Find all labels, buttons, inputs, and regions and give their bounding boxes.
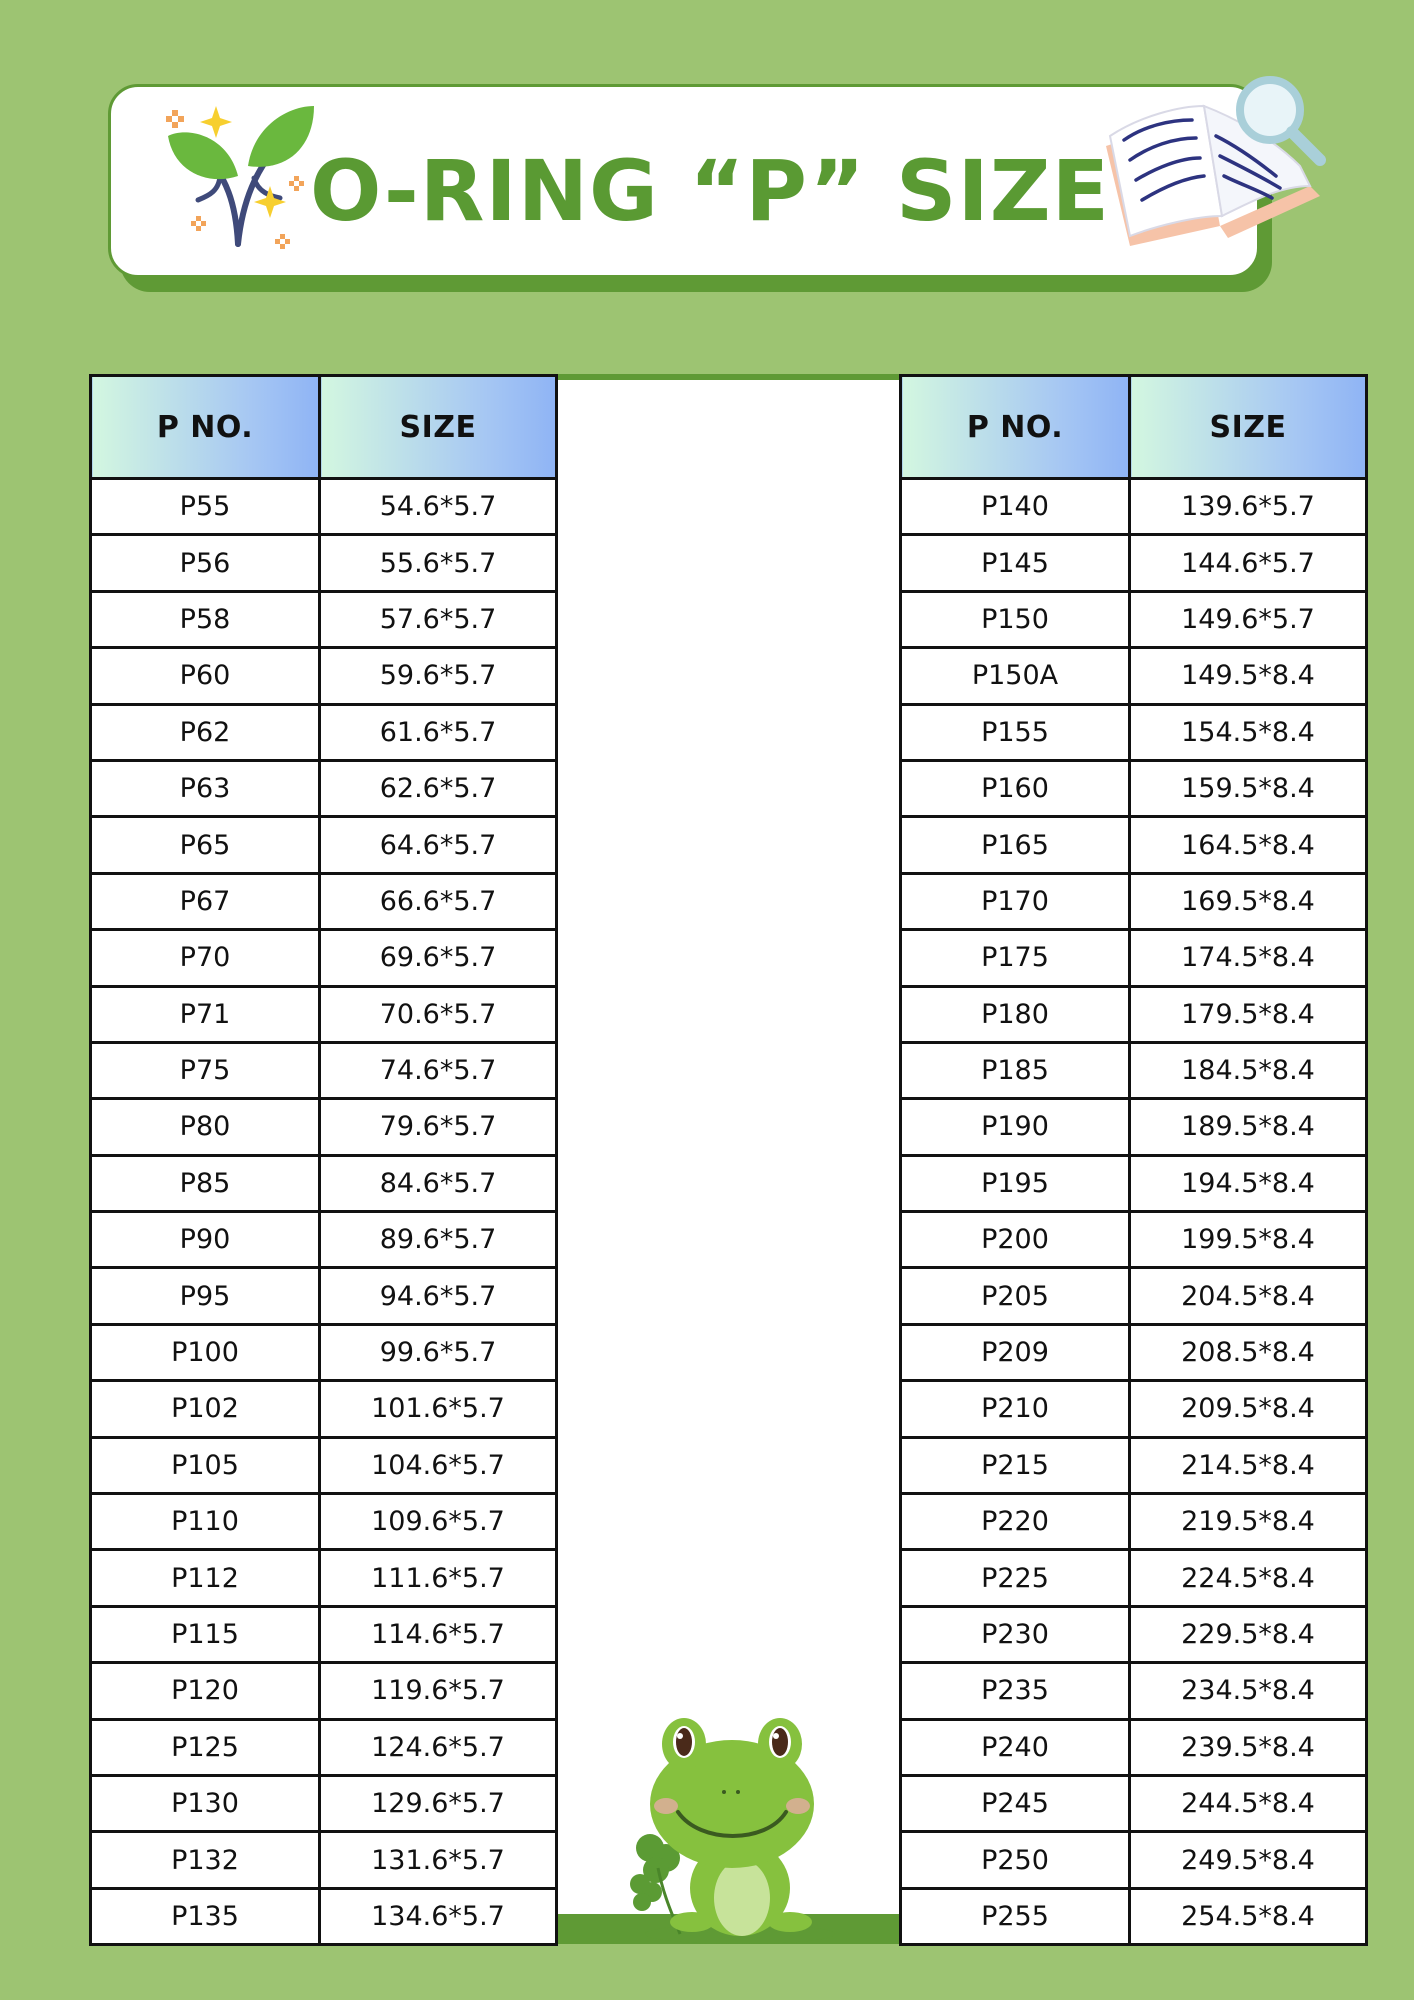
p-number-cell: P55 [91,479,320,535]
p-number-cell: P56 [91,535,320,591]
table-row [901,930,1367,986]
p-number-cell: P230 [901,1606,1130,1662]
column-header-size: SIZE [320,376,557,479]
p-number-cell: P125 [91,1719,320,1775]
table-row [901,704,1367,760]
size-cell: 229.5*8.4 [1130,1606,1367,1662]
table-row [91,479,557,535]
size-cell: 104.6*5.7 [320,1437,557,1493]
size-cell: 149.5*8.4 [1130,648,1367,704]
table-row [901,760,1367,816]
table-row [91,1606,557,1662]
p-number-cell: P112 [91,1550,320,1606]
p-number-cell: P170 [901,873,1130,929]
p-number-cell: P150A [901,648,1130,704]
table-row [91,1494,557,1550]
size-cell: 57.6*5.7 [320,591,557,647]
size-cell: 84.6*5.7 [320,1155,557,1211]
size-cell: 144.6*5.7 [1130,535,1367,591]
right-table-body [901,479,1367,1945]
size-cell: 159.5*8.4 [1130,760,1367,816]
table-row [91,1663,557,1719]
table-row [901,479,1367,535]
size-cell: 111.6*5.7 [320,1550,557,1606]
table-row [901,535,1367,591]
table-row [91,1042,557,1098]
p-number-cell: P80 [91,1099,320,1155]
table-row [901,1212,1367,1268]
p-number-cell: P175 [901,930,1130,986]
table-row [901,1775,1367,1831]
table-row [901,1663,1367,1719]
size-cell: 55.6*5.7 [320,535,557,591]
table-row [91,1550,557,1606]
table-row [91,1268,557,1324]
p-number-cell: P220 [901,1494,1130,1550]
table-row [901,1155,1367,1211]
size-cell: 74.6*5.7 [320,1042,557,1098]
p-number-cell: P60 [91,648,320,704]
table-row [91,986,557,1042]
p-number-cell: P100 [91,1324,320,1380]
p-number-cell: P62 [91,704,320,760]
p-number-cell: P71 [91,986,320,1042]
size-cell: 124.6*5.7 [320,1719,557,1775]
size-cell: 239.5*8.4 [1130,1719,1367,1775]
size-cell: 204.5*8.4 [1130,1268,1367,1324]
p-number-cell: P110 [91,1494,320,1550]
column-header-p-no: P NO. [91,376,320,479]
table-row [901,1606,1367,1662]
table-row [91,1212,557,1268]
table-row [901,1381,1367,1437]
table-row [901,1494,1367,1550]
size-cell: 79.6*5.7 [320,1099,557,1155]
table-header-row [91,376,557,479]
size-cell: 214.5*8.4 [1130,1437,1367,1493]
size-cell: 149.6*5.7 [1130,591,1367,647]
table-row [901,1888,1367,1944]
p-number-cell: P200 [901,1212,1130,1268]
p-number-cell: P209 [901,1324,1130,1380]
table-row [91,1099,557,1155]
table-row [901,1832,1367,1888]
left-table-body [91,479,557,1945]
p-number-cell: P205 [901,1268,1130,1324]
size-cell: 134.6*5.7 [320,1888,557,1944]
size-cell: 189.5*8.4 [1130,1099,1367,1155]
size-cell: 164.5*8.4 [1130,817,1367,873]
size-cell: 139.6*5.7 [1130,479,1367,535]
table-row [901,1268,1367,1324]
table-row [91,930,557,986]
p-number-cell: P145 [901,535,1130,591]
table-row [91,760,557,816]
size-cell: 101.6*5.7 [320,1381,557,1437]
right-size-table [899,374,1368,1946]
p-number-cell: P132 [91,1832,320,1888]
table-row [901,986,1367,1042]
p-number-cell: P250 [901,1832,1130,1888]
table-row [901,1550,1367,1606]
table-row [901,591,1367,647]
size-cell: 244.5*8.4 [1130,1775,1367,1831]
p-number-cell: P180 [901,986,1130,1042]
size-cell: 64.6*5.7 [320,817,557,873]
table-row [901,1042,1367,1098]
size-cell: 208.5*8.4 [1130,1324,1367,1380]
p-number-cell: P185 [901,1042,1130,1098]
p-number-cell: P67 [91,873,320,929]
p-number-cell: P140 [901,479,1130,535]
size-cell: 109.6*5.7 [320,1494,557,1550]
p-number-cell: P95 [91,1268,320,1324]
table-row [91,1775,557,1831]
p-number-cell: P165 [901,817,1130,873]
size-cell: 129.6*5.7 [320,1775,557,1831]
size-cell: 174.5*8.4 [1130,930,1367,986]
page-title: O-RING “P” SIZE [309,142,1111,240]
table-row [91,1832,557,1888]
p-number-cell: P190 [901,1099,1130,1155]
size-cell: 94.6*5.7 [320,1268,557,1324]
table-row [901,1437,1367,1493]
p-number-cell: P63 [91,760,320,816]
size-cell: 99.6*5.7 [320,1324,557,1380]
left-size-table [89,374,558,1946]
table-row [901,817,1367,873]
size-cell: 70.6*5.7 [320,986,557,1042]
table-header-row [901,376,1367,479]
table-row [91,873,557,929]
p-number-cell: P135 [91,1888,320,1944]
p-number-cell: P85 [91,1155,320,1211]
size-cell: 61.6*5.7 [320,704,557,760]
table-row [91,1888,557,1944]
p-number-cell: P195 [901,1155,1130,1211]
table-row [91,535,557,591]
size-cell: 249.5*8.4 [1130,1832,1367,1888]
p-number-cell: P90 [91,1212,320,1268]
table-row [91,1719,557,1775]
p-number-cell: P75 [91,1042,320,1098]
size-cell: 209.5*8.4 [1130,1381,1367,1437]
p-number-cell: P225 [901,1550,1130,1606]
size-cell: 154.5*8.4 [1130,704,1367,760]
p-number-cell: P235 [901,1663,1130,1719]
size-cell: 219.5*8.4 [1130,1494,1367,1550]
table-row [901,1324,1367,1380]
p-number-cell: P160 [901,760,1130,816]
p-number-cell: P58 [91,591,320,647]
size-cell: 69.6*5.7 [320,930,557,986]
size-cell: 254.5*8.4 [1130,1888,1367,1944]
column-header-p-no: P NO. [901,376,1130,479]
size-cell: 169.5*8.4 [1130,873,1367,929]
table-row [901,648,1367,704]
size-cell: 119.6*5.7 [320,1663,557,1719]
table-row [91,1324,557,1380]
p-number-cell: P120 [91,1663,320,1719]
table-row [901,1099,1367,1155]
size-cell: 194.5*8.4 [1130,1155,1367,1211]
p-number-cell: P65 [91,817,320,873]
p-number-cell: P130 [91,1775,320,1831]
table-row [91,648,557,704]
size-cell: 224.5*8.4 [1130,1550,1367,1606]
table-row [91,1381,557,1437]
p-number-cell: P102 [91,1381,320,1437]
open-book-magnifier-icon [1100,76,1330,246]
size-cell: 59.6*5.7 [320,648,557,704]
p-number-cell: P210 [901,1381,1130,1437]
size-cell: 199.5*8.4 [1130,1212,1367,1268]
p-number-cell: P215 [901,1437,1130,1493]
column-header-size: SIZE [1130,376,1367,479]
p-number-cell: P245 [901,1775,1130,1831]
p-number-cell: P115 [91,1606,320,1662]
table-row [91,1155,557,1211]
p-number-cell: P105 [91,1437,320,1493]
size-cell: 131.6*5.7 [320,1832,557,1888]
p-number-cell: P255 [901,1888,1130,1944]
size-cell: 184.5*8.4 [1130,1042,1367,1098]
table-row [91,1437,557,1493]
p-number-cell: P155 [901,704,1130,760]
table-row [91,817,557,873]
table-row [91,591,557,647]
size-cell: 66.6*5.7 [320,873,557,929]
size-cell: 234.5*8.4 [1130,1663,1367,1719]
p-number-cell: P240 [901,1719,1130,1775]
table-row [91,704,557,760]
size-cell: 179.5*8.4 [1130,986,1367,1042]
frog-icon [620,1708,840,1944]
size-cell: 114.6*5.7 [320,1606,557,1662]
size-cell: 89.6*5.7 [320,1212,557,1268]
p-number-cell: P70 [91,930,320,986]
table-row [901,1719,1367,1775]
size-cell: 62.6*5.7 [320,760,557,816]
size-cell: 54.6*5.7 [320,479,557,535]
table-row [901,873,1367,929]
p-number-cell: P150 [901,591,1130,647]
